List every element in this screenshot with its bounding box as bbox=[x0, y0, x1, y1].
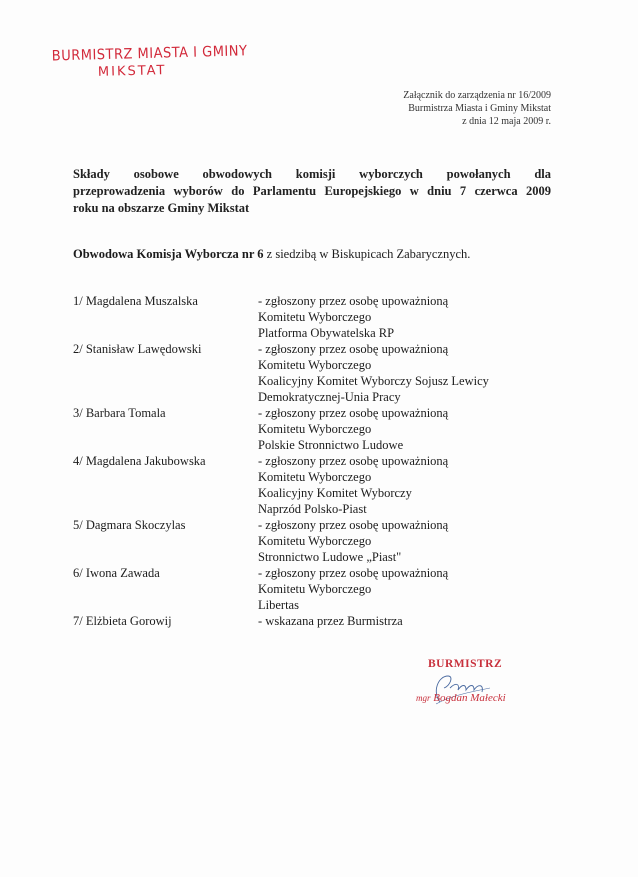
member-name: 1/ Magdalena Muszalska bbox=[73, 294, 198, 308]
title-line-1: Składy osobowe obwodowych komisji wyborczych powołanych dla bbox=[73, 167, 551, 181]
member-description-line: - zgłoszony przez osobę upoważnioną bbox=[258, 518, 449, 532]
member-description-line: Platforma Obywatelska RP bbox=[258, 326, 395, 340]
member-description-line: Naprzód Polsko-Piast bbox=[258, 502, 367, 516]
member-description-line: Komitetu Wyborczego bbox=[258, 582, 372, 596]
title-line-2: przeprowadzenia wyborów do Parlamentu Europejskiego w dniu 7 czerwca 2009 bbox=[73, 184, 551, 198]
member-row bbox=[73, 341, 553, 405]
member-description-line: - zgłoszony przez osobę upoważnioną bbox=[258, 294, 449, 308]
member-row bbox=[73, 613, 553, 629]
member-description-line: - zgłoszony przez osobę upoważnioną bbox=[258, 566, 449, 580]
member-row bbox=[73, 565, 553, 613]
member-description-line: Koalicyjny Komitet Wyborczy Sojusz Lewicy bbox=[258, 374, 489, 388]
member-description bbox=[258, 405, 553, 453]
member-description-line: - zgłoszony przez osobę upoważnioną bbox=[258, 406, 449, 420]
commission-location: z siedzibą w Biskupicach Zabarycznych. bbox=[263, 247, 471, 261]
signature-prefix: mgr bbox=[416, 693, 431, 703]
member-name: 4/ Magdalena Jakubowska bbox=[73, 454, 206, 468]
member-description-line: Libertas bbox=[258, 598, 299, 612]
member-description-line: - zgłoszony przez osobę upoważnioną bbox=[258, 342, 449, 356]
stamp-line-1: BURMISTRZ MIASTA I GMINY bbox=[51, 43, 248, 65]
member-description-line: Polskie Stronnictwo Ludowe bbox=[258, 438, 404, 452]
member-row bbox=[73, 453, 553, 517]
member-description-line: Demokratycznej-Unia Pracy bbox=[258, 390, 401, 404]
signature-title: BURMISTRZ bbox=[428, 658, 503, 670]
signature-person: Bogdan Małecki bbox=[433, 692, 506, 704]
member-description bbox=[258, 565, 553, 613]
member-description-line: Stronnictwo Ludowe „Piast" bbox=[258, 550, 402, 564]
document-title bbox=[73, 166, 551, 217]
member-name: 2/ Stanisław Lawędowski bbox=[73, 342, 202, 356]
member-name: 5/ Dagmara Skoczylas bbox=[73, 518, 186, 532]
member-description-line: - zgłoszony przez osobę upoważnioną bbox=[258, 454, 449, 468]
reference-line-2: Burmistrza Miasta i Gminy Mikstat bbox=[408, 103, 551, 114]
member-description bbox=[258, 453, 553, 517]
signature-block bbox=[400, 656, 540, 716]
member-description-line: Komitetu Wyborczego bbox=[258, 422, 372, 436]
office-stamp bbox=[51, 43, 248, 81]
member-description bbox=[258, 613, 553, 629]
member-description-line: Komitetu Wyborczego bbox=[258, 470, 372, 484]
reference-block bbox=[403, 89, 551, 128]
member-description bbox=[258, 293, 553, 341]
member-name: 7/ Elżbieta Gorowij bbox=[73, 614, 172, 628]
title-line-3: roku na obszarze Gminy Mikstat bbox=[73, 201, 250, 215]
member-row bbox=[73, 293, 553, 341]
member-description-line: Komitetu Wyborczego bbox=[258, 534, 372, 548]
member-description-line: - wskazana przez Burmistrza bbox=[258, 614, 403, 628]
member-description bbox=[258, 341, 553, 405]
member-description-line: Komitetu Wyborczego bbox=[258, 358, 372, 372]
commission-heading bbox=[73, 247, 470, 262]
commission-name: Obwodowa Komisja Wyborcza nr 6 bbox=[73, 247, 264, 261]
member-name: 6/ Iwona Zawada bbox=[73, 566, 160, 580]
member-description bbox=[258, 517, 553, 565]
member-name: 3/ Barbara Tomala bbox=[73, 406, 166, 420]
members-list bbox=[73, 293, 553, 629]
stamp-line-2: MIKSTAT bbox=[97, 63, 167, 80]
member-description-line: Komitetu Wyborczego bbox=[258, 310, 372, 324]
reference-line-1: Załącznik do zarządzenia nr 16/2009 bbox=[403, 90, 551, 101]
member-row bbox=[73, 405, 553, 453]
reference-line-3: z dnia 12 maja 2009 r. bbox=[462, 116, 551, 127]
member-description-line: Koalicyjny Komitet Wyborczy bbox=[258, 486, 412, 500]
member-row bbox=[73, 517, 553, 565]
signature-name bbox=[416, 692, 506, 704]
